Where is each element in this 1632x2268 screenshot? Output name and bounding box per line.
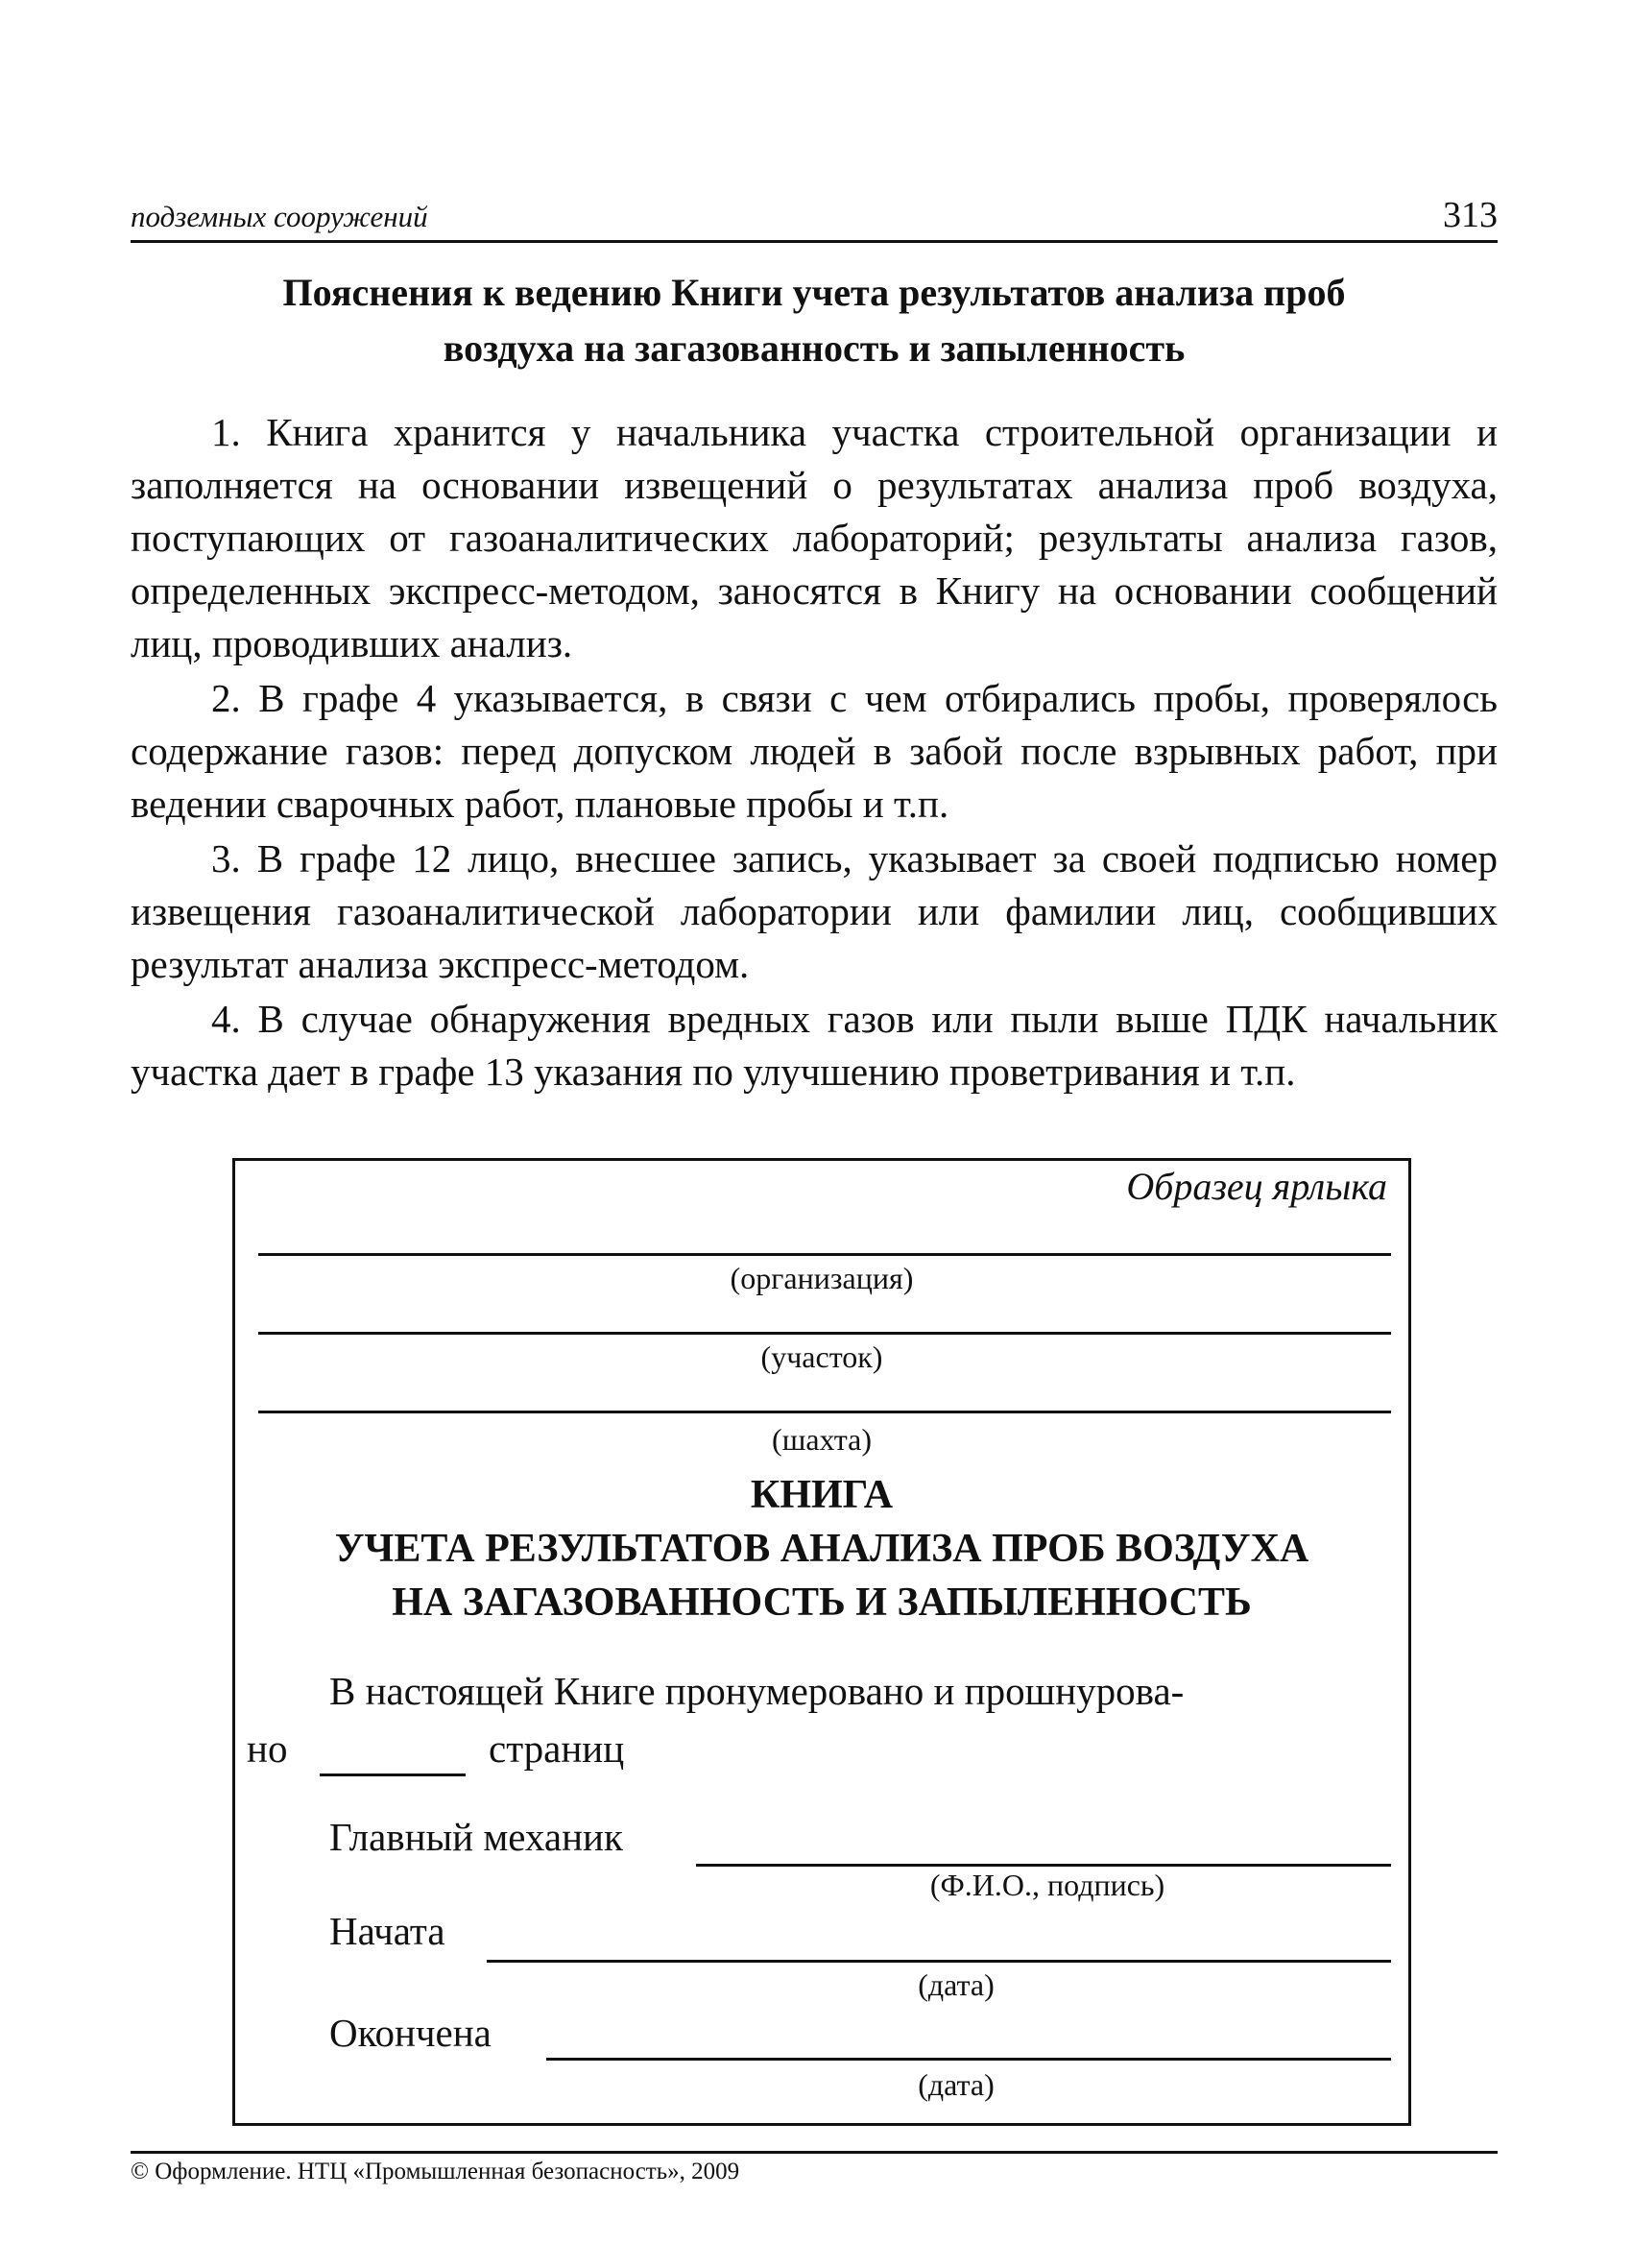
site-caption: (участок) — [760, 1339, 883, 1374]
organization-line — [258, 1253, 1391, 1256]
finished-label: Окончена — [329, 2011, 492, 2055]
sample-label-caption: Образец ярлыка — [1126, 1165, 1387, 1208]
book-title — [235, 1468, 1408, 1629]
site-line — [258, 1332, 1391, 1335]
pages-text-prefix: но — [247, 1726, 288, 1771]
chief-mechanic-blank — [696, 1864, 1391, 1867]
running-header-section: подземных сооружений — [131, 200, 428, 233]
paragraph-4: 4. В случае обнаружения вредных газов или пыли выше ПДК начальник участка дает в графе 13 указания по улучшению проветривания и т.п. — [131, 997, 1498, 1094]
page-number: 313 — [1443, 195, 1498, 235]
explanations-body — [131, 406, 1498, 1100]
name-signature-caption: (Ф.И.О., подпись) — [929, 1868, 1165, 1902]
finished-date-caption: (дата) — [918, 2067, 995, 2102]
footer-rule — [131, 2151, 1498, 2154]
finished-date-blank — [546, 2058, 1391, 2061]
mine-line — [258, 1411, 1391, 1413]
book-title-line-3: НА ЗАГАЗОВАННОСТЬ И ЗАПЫЛЕННОСТЬ — [392, 1580, 1252, 1625]
sample-label-box — [232, 1158, 1411, 2126]
paragraph-1: 1. Книга хранится у начальника участка строительной организации и заполняется на основании извещений о результатах анализа проб воздуха, поступающих от газоаналитических лабораторий; результаты анализа газов, определенных экспресс-методом, заносятся в Книгу на основании сообщений лиц, проводивших анализ. — [131, 410, 1498, 665]
started-date-blank — [487, 1960, 1391, 1963]
pages-text-line-1: В настоящей Книге пронумеровано и прошнурова- — [329, 1669, 1185, 1713]
section-title-line-1: Пояснения к ведению Книги учета результатов анализа проб — [282, 271, 1346, 314]
started-label: Начата — [329, 1909, 445, 1953]
running-header — [131, 188, 1498, 243]
paragraph-3: 3. В графе 12 лицо, внесшее запись, указывает за своей подписью номер извещения газоаналитической лаборатории или фамилии лиц, сообщивших результат анализа экспресс-методом. — [131, 836, 1498, 986]
mine-caption: (шахта) — [772, 1422, 872, 1457]
organization-caption: (организация) — [730, 1261, 914, 1295]
pages-count-blank — [320, 1773, 466, 1776]
book-title-line-1: КНИГА — [750, 1473, 894, 1517]
section-title-line-2: воздуха на загазованность и запыленность — [443, 326, 1186, 370]
section-title — [131, 265, 1498, 376]
book-title-line-2: УЧЕТА РЕЗУЛЬТАТОВ АНАЛИЗА ПРОБ ВОЗДУХА — [334, 1527, 1309, 1571]
chief-mechanic-label: Главный механик — [329, 1815, 623, 1859]
paragraph-2: 2. В графе 4 указывается, в связи с чем отбирались пробы, проверялось содержание газов: перед допуском людей в забой после взрывных работ, при ведении сварочных работ, плановые пробы и т.п. — [131, 676, 1498, 826]
started-date-caption: (дата) — [918, 1967, 995, 2002]
pages-text-suffix: страниц — [489, 1726, 625, 1771]
footer-copyright: © Оформление. НТЦ «Промышленная безопасность», 2009 — [131, 2159, 740, 2184]
